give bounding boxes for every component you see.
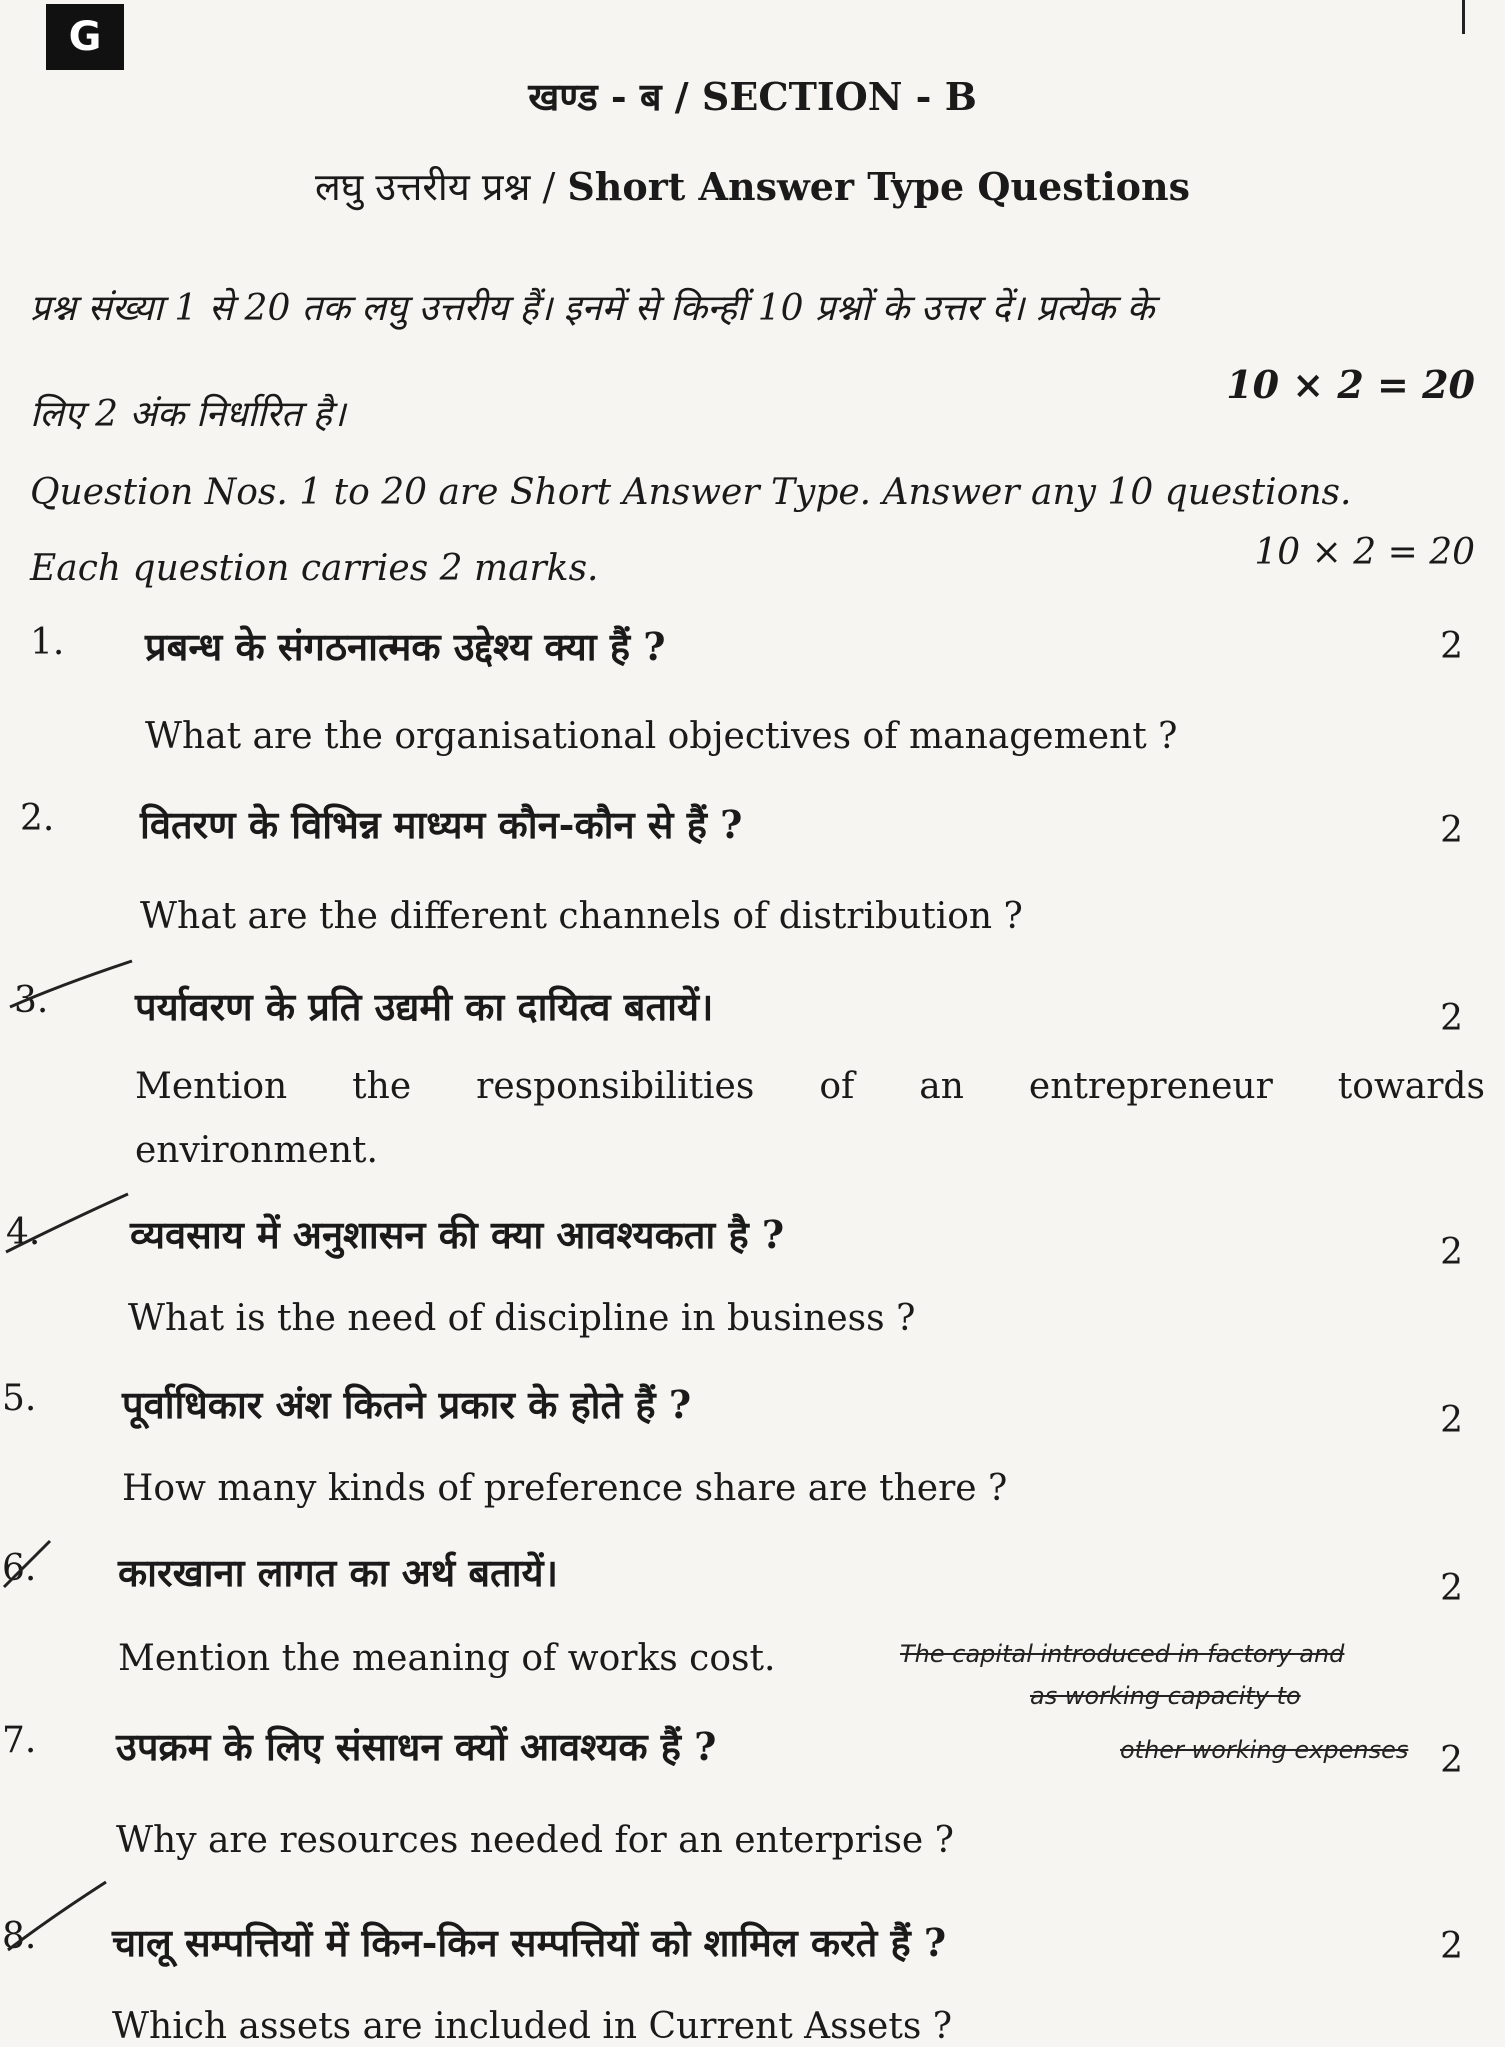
question-number: 7. [2, 1720, 37, 1761]
english-word: responsibilities [476, 1066, 755, 1107]
question-marks: 2 [1440, 810, 1463, 851]
instruction-english-line1: Question Nos. 1 to 20 are Short Answer Type. Answer any 10 questions. [30, 472, 1352, 513]
question-hindi: पूर्वाधिकार अंश कितने प्रकार के होते हैं ? [122, 1382, 692, 1427]
question-english: Mention the meaning of works cost. [118, 1638, 776, 1679]
instruction-hindi-marks: 10 × 2 = 20 [1226, 362, 1475, 407]
question-number: 6. [2, 1548, 37, 1589]
question-hindi: पर्यावरण के प्रति उद्यमी का दायित्व बतायें। [135, 984, 714, 1029]
set-badge: G [46, 4, 124, 70]
question-english [135, 1066, 1485, 1107]
checkmark-icon [0, 1190, 140, 1260]
question-number: 8. [2, 1916, 37, 1957]
handwritten-note-line3: other working expenses [1120, 1736, 1409, 1764]
question-marks: 2 [1440, 626, 1463, 667]
page-corner-mark [1328, 0, 1465, 34]
handwritten-note-line2: as working capacity to [1030, 1682, 1301, 1710]
question-hindi: प्रबन्ध के संगठनात्मक उद्देश्य क्या हैं ? [145, 624, 666, 669]
handwritten-note-line1: The capital introduced in factory and [900, 1640, 1345, 1668]
checkmark-icon [0, 1535, 60, 1595]
question-hindi: वितरण के विभिन्न माध्यम कौन-कौन से हैं ? [140, 802, 743, 847]
question-marks: 2 [1440, 998, 1463, 1039]
english-word: entrepreneur [1028, 1066, 1273, 1107]
question-english: What is the need of discipline in business ? [128, 1298, 916, 1339]
question-english-continued: environment. [135, 1130, 378, 1171]
subtitle-hindi: लघु उत्तरीय प्रश्न / [314, 165, 568, 209]
section-title: खण्ड - ब / SECTION - B [528, 74, 977, 119]
question-marks: 2 [1440, 1232, 1463, 1273]
question-number: 1. [30, 622, 65, 663]
question-english: What are the different channels of distribution ? [140, 896, 1023, 937]
question-marks: 2 [1440, 1400, 1463, 1441]
question-number: 3. [14, 980, 49, 1021]
question-english: What are the organisational objectives of management ? [145, 716, 1178, 757]
question-english: Which assets are included in Current Assets ? [112, 2006, 953, 2047]
instruction-hindi-line1: प्रश्न संख्या 1 से 20 तक लघु उत्तरीय हैं। इनमें से किन्हीं 10 प्रश्नों के उत्तर दें। प्रत्येक के [30, 288, 1155, 329]
section-subtitle [0, 160, 1505, 212]
instruction-hindi-line2: लिए 2 अंक निर्धारित है। [30, 394, 346, 435]
english-word: of [819, 1066, 855, 1107]
question-english: How many kinds of preference share are there ? [122, 1468, 1008, 1509]
question-number: 5. [2, 1378, 37, 1419]
question-english: Why are resources needed for an enterprise ? [116, 1820, 954, 1861]
question-hindi: कारखाना लागत का अर्थ बतायें। [118, 1550, 558, 1595]
subtitle-english: Short Answer Type Questions [567, 164, 1191, 209]
checkmark-icon [0, 955, 140, 1015]
question-hindi: चालू सम्पत्तियों में किन-किन सम्पत्तियों को शामिल करते हैं ? [112, 1920, 947, 1965]
question-hindi: उपक्रम के लिए संसाधन क्यों आवश्यक हैं ? [116, 1724, 717, 1769]
question-number: 4. [6, 1212, 41, 1253]
question-marks: 2 [1440, 1740, 1463, 1781]
question-marks: 2 [1440, 1568, 1463, 1609]
english-word: the [352, 1066, 412, 1107]
english-word: an [919, 1066, 964, 1107]
english-word: Mention [135, 1066, 288, 1107]
english-word: towards [1337, 1066, 1485, 1107]
instruction-english-marks: 10 × 2 = 20 [1254, 532, 1475, 573]
checkmark-icon [0, 1878, 120, 1958]
question-number: 2. [20, 798, 55, 839]
instruction-english-line2: Each question carries 2 marks. [30, 548, 599, 589]
question-marks: 2 [1440, 1926, 1463, 1967]
question-hindi: व्यवसाय में अनुशासन की क्या आवश्यकता है ? [130, 1212, 785, 1257]
